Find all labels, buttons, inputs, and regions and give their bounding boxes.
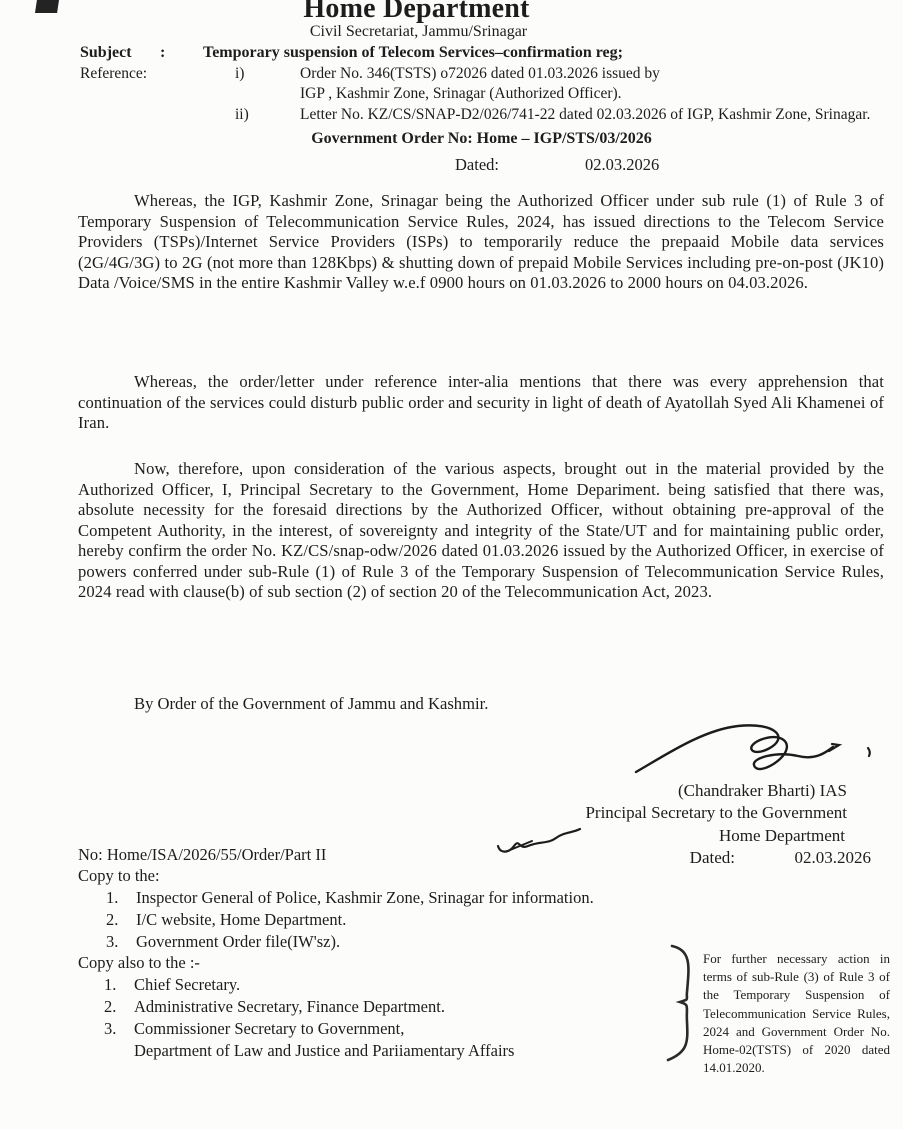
side-note-text: For further necessary action in terms of sub-Rule (3) of Rule 3 of the Temporary Suspension of Telecommunication Service Rules, 2024 and Government Order No. Home-02(TSTS) of 2020 dated 14.01.2020. bbox=[703, 951, 890, 1076]
copy-to-item-2: I/C website, Home Department. bbox=[136, 910, 347, 929]
copy-to-item-2-number: 2. bbox=[106, 910, 119, 929]
reference-2-number: ii) bbox=[235, 106, 249, 123]
reference-1-line-2: IGP , Kashmir Zone, Srinagar (Authorized Officer). bbox=[300, 85, 622, 102]
copy-also-label: Copy also to the :- bbox=[78, 953, 200, 972]
copy-to-label: Copy to the: bbox=[78, 866, 160, 885]
signature-scribble bbox=[630, 718, 880, 790]
flourish-scribble bbox=[492, 826, 584, 858]
copy-to-item-1-number: 1. bbox=[106, 888, 119, 907]
subject-label: Subject bbox=[80, 44, 132, 61]
copy-also-item-3-line-1: Commissioner Secretary to Government, bbox=[134, 1019, 405, 1038]
signatory-department: Home Department bbox=[718, 826, 845, 845]
order-dated-value: 02.03.2026 bbox=[585, 155, 660, 174]
order-dated-label: Dated: bbox=[455, 155, 499, 174]
file-number: No: Home/ISA/2026/55/Order/Part II bbox=[78, 845, 327, 864]
signature-dated-label: Dated: bbox=[689, 848, 735, 867]
copy-to-item-1: Inspector General of Police, Kashmir Zone, Srinagar for information. bbox=[136, 888, 594, 907]
reference-2-line-1: Letter No. KZ/CS/SNAP-D2/026/741-22 dated 02.03.2026 of IGP, Kashmir Zone, Srinagar. bbox=[300, 106, 871, 123]
body-paragraph-2: Whereas, the order/letter under reference inter-alia mentions that there was every apprehension that continuation of the services could disturb public order and security in light of death of Ayatollah Syed Ali Khamenei of Iran. bbox=[78, 372, 884, 432]
copy-also-item-3-line-2: Department of Law and Justice and Pariiamentary Affairs bbox=[134, 1041, 515, 1060]
body-paragraph-1: Whereas, the IGP, Kashmir Zone, Srinagar being the Authorized Officer under sub rule (1) of Rule 3 of Temporary Suspension of Telecommunication Service Rules, 2024, has issued directions to the Telecom Service Providers (TSPs)/Internet Service Providers (ISPs) to temporarily reduce the prepaaid Mobile data services (2G/4G/3G) to 2G (not more than 128Kbps) & shutting down of prepaid Mobile Services including pre-on-post (JK10) Data /Voice/SMS in the entire Kashmir Valley w.e.f 0900 hours on 01.03.2026 to 2000 hours on 04.03.2026. bbox=[78, 191, 884, 292]
signatory-designation: Principal Secretary to the Government bbox=[585, 803, 847, 822]
reference-1-line-1: Order No. 346(TSTS) o72026 dated 01.03.2026 issued by bbox=[300, 65, 660, 82]
copy-also-item-1: Chief Secretary. bbox=[134, 975, 241, 994]
body-paragraph-3: Now, therefore, upon consideration of the various aspects, brought out in the material provided by the Authorized Officer, I, Principal Secretary to the Government, Home Depariment. being satisfied that there was, absolute necessity for the foresaid directions by the Authorized Officer, without obtaining pre-approval of the Competent Authority, in the interest, of sovereignty and integrity of the State/UT and for maintaining public order, hereby confirm the order No. KZ/CS/snap-odw/2026 dated 01.03.2026 issued by the Authorized Officer, in exercise of powers conferred under sub-Rule (1) of Rule 3 of the Temporary Suspension of Telecommunication Service Rules, 2024 read with clause(b) of sub section (2) of section 20 of the Telecommunication Act, 2023. bbox=[78, 459, 884, 601]
copy-also-item-1-number: 1. bbox=[104, 975, 117, 994]
government-order-number: Government Order No: Home – IGP/STS/03/2026 bbox=[311, 130, 652, 147]
signature-dated-value: 02.03.2026 bbox=[794, 848, 871, 867]
by-order-line: By Order of the Government of Jammu and Kashmir. bbox=[134, 694, 489, 713]
reference-label: Reference: bbox=[80, 65, 148, 82]
page-subtitle: Civil Secretariat, Jammu/Srinagar bbox=[309, 23, 528, 40]
signatory-name: (Chandraker Bharti) IAS bbox=[677, 781, 847, 800]
reference-1-number: i) bbox=[235, 65, 245, 82]
page-title: Home Department bbox=[303, 0, 530, 24]
copy-also-item-3-number: 3. bbox=[104, 1019, 117, 1038]
copy-to-item-3: Government Order file(IW'sz). bbox=[136, 932, 341, 951]
copy-also-item-2-number: 2. bbox=[104, 997, 117, 1016]
copy-to-item-3-number: 3. bbox=[106, 932, 119, 951]
subject-colon: : bbox=[160, 44, 166, 61]
copy-also-item-2: Administrative Secretary, Finance Department. bbox=[134, 997, 445, 1016]
side-note-brace bbox=[662, 942, 700, 1064]
subject-text: Temporary suspension of Telecom Services–confirmation reg; bbox=[203, 44, 623, 61]
